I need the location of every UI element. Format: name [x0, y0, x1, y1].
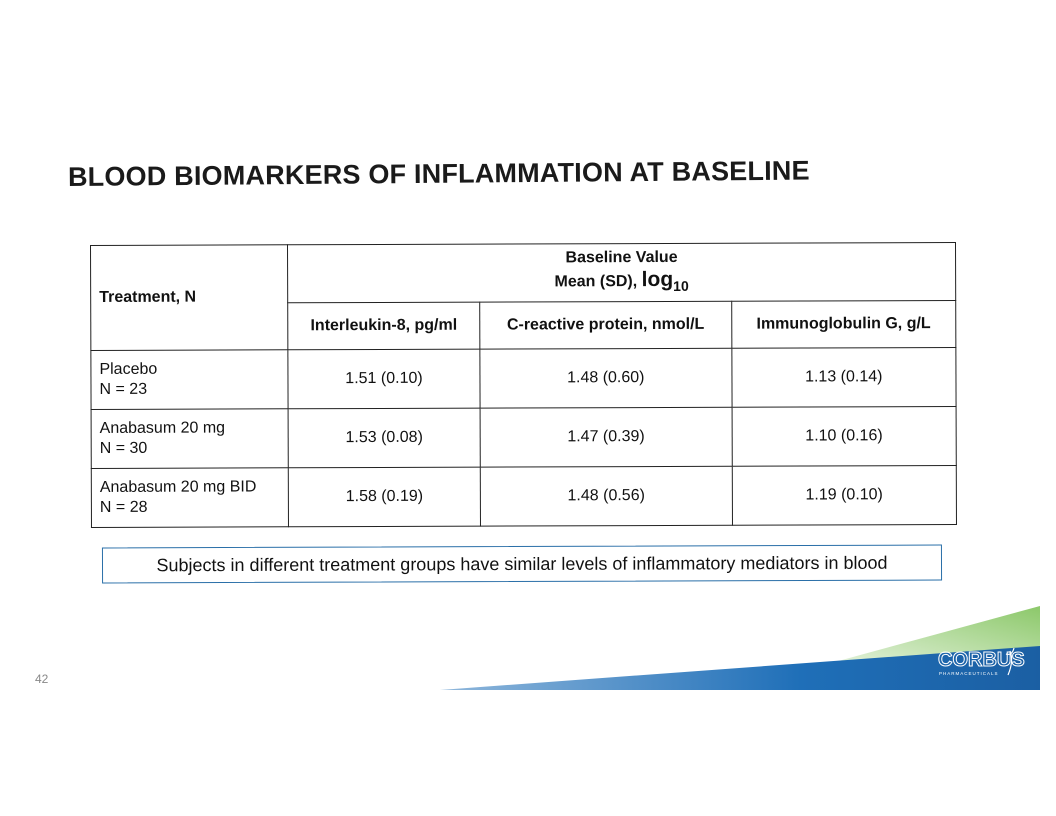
treatment-name: Anabasum 20 mg BID — [99, 478, 257, 496]
table-cell: 1.58 (0.19) — [288, 467, 480, 527]
page-number: 42 — [35, 672, 49, 686]
table-row — [91, 347, 956, 409]
row-label — [91, 350, 288, 410]
column-header-crp: C-reactive protein, nmol/L — [480, 301, 732, 349]
row-label — [91, 409, 288, 469]
column-header-interleukin: Interleukin-8, pg/ml — [288, 302, 480, 350]
summary-callout: Subjects in different treatment groups have similar levels of inflammatory mediators in blood — [102, 545, 942, 584]
treatment-n: N = 28 — [99, 498, 148, 516]
mean-sd-label: Mean (SD), — [554, 273, 642, 291]
table-cell: 1.13 (0.14) — [731, 347, 956, 407]
table-cell: 1.53 (0.08) — [288, 408, 480, 468]
table-cell: 1.19 (0.10) — [732, 465, 957, 525]
baseline-value-header — [288, 242, 956, 302]
table-cell: 1.48 (0.60) — [480, 348, 732, 408]
treatment-name: Placebo — [99, 360, 158, 378]
treatment-name: Anabasum 20 mg — [99, 419, 226, 437]
table-row — [91, 406, 956, 468]
table-cell: 1.10 (0.16) — [732, 406, 957, 466]
table-row — [91, 465, 956, 527]
page-title: BLOOD BIOMARKERS OF INFLAMMATION AT BASELINE — [67, 155, 810, 192]
log-label: log — [641, 268, 674, 292]
treatment-n: N = 23 — [99, 380, 148, 398]
biomarker-table — [90, 242, 957, 528]
logo-wordmark: CORBUS — [938, 649, 1025, 671]
column-header-igg: Immunoglobulin G, g/L — [731, 300, 956, 348]
logo-tagline: PHARMACEUTICALS — [939, 671, 999, 676]
table-cell: 1.47 (0.39) — [480, 407, 732, 467]
treatment-header: Treatment, N — [91, 245, 288, 351]
treatment-n: N = 30 — [99, 439, 148, 457]
corbus-banner — [440, 604, 1042, 692]
table-cell: 1.48 (0.56) — [480, 466, 732, 526]
log-subscript: 10 — [673, 278, 689, 295]
baseline-value-label: Baseline Value — [565, 249, 678, 267]
table-cell: 1.51 (0.10) — [288, 349, 480, 409]
row-label — [91, 468, 288, 528]
